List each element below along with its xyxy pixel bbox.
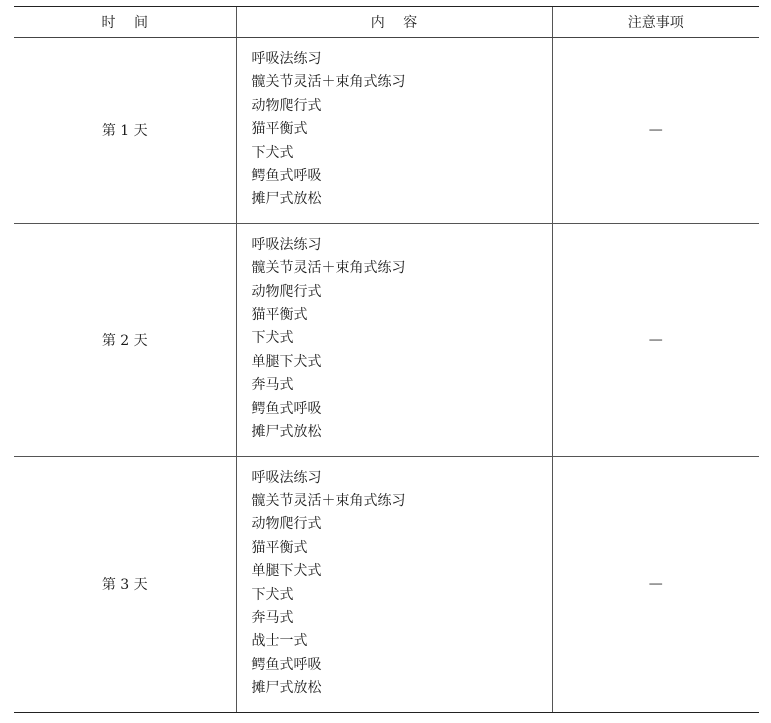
content-cell — [236, 38, 552, 224]
content-cell — [236, 456, 552, 712]
training-schedule-table — [14, 6, 759, 713]
note-cell: — — [552, 38, 759, 224]
header-row — [14, 7, 759, 38]
exercise-item: 下犬式 — [251, 330, 294, 347]
exercise-item: 奔马式 — [251, 377, 294, 394]
exercise-item: 动物爬行式 — [251, 283, 322, 300]
exercise-item: 摊尸式放松 — [251, 191, 322, 208]
exercise-item: 单腿下犬式 — [251, 563, 322, 580]
exercise-item: 动物爬行式 — [251, 97, 322, 114]
exercise-item: 髋关节灵活＋束角式练习 — [251, 74, 406, 91]
note-cell: — — [552, 456, 759, 712]
exercise-item: 摊尸式放松 — [251, 424, 322, 441]
exercise-item: 呼吸法练习 — [251, 469, 322, 486]
table-row — [14, 456, 759, 712]
exercise-list — [252, 48, 552, 212]
day-cell: 第 3 天 — [14, 456, 236, 712]
exercise-item: 髋关节灵活＋束角式练习 — [251, 260, 406, 277]
exercise-item: 下犬式 — [251, 144, 294, 161]
exercise-item: 奔马式 — [251, 609, 294, 626]
exercise-item: 猫平衡式 — [251, 307, 308, 324]
header-content: 内 容 — [236, 7, 552, 38]
table-header — [14, 7, 759, 38]
day-cell: 第 2 天 — [14, 223, 236, 456]
exercise-item: 鳄鱼式呼吸 — [251, 656, 322, 673]
exercise-item: 战士一式 — [251, 633, 308, 650]
exercise-item: 髋关节灵活＋束角式练习 — [251, 492, 406, 509]
exercise-item: 单腿下犬式 — [251, 353, 322, 370]
exercise-item: 猫平衡式 — [251, 121, 308, 138]
exercise-list — [252, 467, 552, 701]
exercise-item: 鳄鱼式呼吸 — [251, 168, 322, 185]
header-notes: 注意事项 — [552, 7, 759, 38]
exercise-item: 猫平衡式 — [251, 539, 308, 556]
exercise-list — [252, 234, 552, 445]
table-body — [14, 38, 759, 713]
header-time: 时 间 — [14, 7, 236, 38]
content-cell — [236, 223, 552, 456]
exercise-item: 动物爬行式 — [251, 516, 322, 533]
exercise-item: 呼吸法练习 — [251, 236, 322, 253]
note-cell: — — [552, 223, 759, 456]
table-row — [14, 223, 759, 456]
table-row — [14, 38, 759, 224]
exercise-item: 摊尸式放松 — [251, 680, 322, 697]
exercise-item: 呼吸法练习 — [251, 51, 322, 67]
day-cell: 第 1 天 — [14, 38, 236, 224]
exercise-item: 下犬式 — [251, 586, 294, 603]
exercise-item: 鳄鱼式呼吸 — [251, 400, 322, 417]
